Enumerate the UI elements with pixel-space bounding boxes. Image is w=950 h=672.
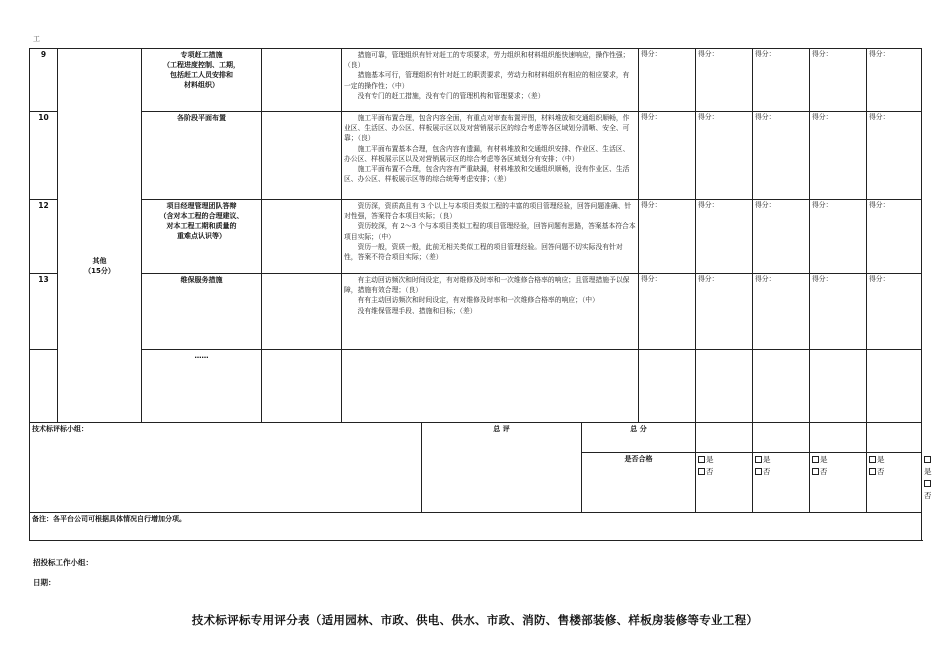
score-cell[interactable] [696,274,753,350]
score-label: 得分： [698,50,719,58]
score-cell[interactable] [867,274,922,350]
score-label: 得分： [869,113,890,121]
criteria-text: 措施基本可行，管理组织有针对赶工的职责要求，劳动力和材料组织有相应的相应要求，有一定的操作性；（中） [344,71,630,90]
row-number: 13 [30,274,58,350]
item-name-line: 专项赶工措施 [180,51,223,59]
yes-label: 是 [763,455,771,464]
row-number: 12 [30,200,58,274]
score-cell[interactable] [753,350,810,423]
total-score-cell[interactable] [867,423,922,453]
score-cell[interactable] [810,112,867,200]
checkbox-icon[interactable] [698,468,705,475]
item-name-line: 维保服务措施 [180,276,223,284]
score-cell[interactable] [753,112,810,200]
criteria-cell [342,274,639,350]
tech-group-label: 技术标评标小组： [32,425,88,433]
date-label: 日期： [33,578,56,587]
score-cell[interactable] [810,200,867,274]
checkbox-icon[interactable] [812,468,819,475]
criteria-text: 有主动回访频次和时间设定，有对维修及时率和一次维修合格率的响应；且管理措施予以保障，措施有效合理；（良） [344,276,630,295]
table-row [30,112,922,200]
score-label: 得分： [641,201,662,209]
score-cell[interactable] [696,49,753,112]
checkbox-icon[interactable] [924,480,931,487]
criteria-text: 资历一般，资质一般，此前无相关类似工程的项目管理经验。回答问题不切实际没有针对性，答案不符合项目实际；（差） [344,242,623,261]
criteria-text: 没有专门的赶工措施，没有专门的管理机构和管理要求；（差） [357,91,545,100]
item-name-line: 包括赶工人员安排和 [170,71,233,80]
item-name-line: （含对本工程的合理建议、 [159,212,244,221]
criteria-text: 施工平面布置不合理，包含内容有严重缺漏，材料堆放和交通组织顺畅，没有作业区、生活区、办公区、样板展示区等的综合统筹考虑安排；（差） [344,164,630,184]
weight-cell [262,200,342,274]
item-name-line: 项目经理管理团队答辩 [166,202,237,210]
table-row [30,350,922,423]
score-label: 得分： [812,50,833,58]
score-label: 得分： [755,201,776,209]
no-label: 否 [706,467,714,476]
item-name [142,112,262,200]
score-cell[interactable] [696,350,753,423]
score-label: 得分： [812,113,833,121]
row-number: 9 [30,49,58,112]
pass-yes-option[interactable] [812,454,864,466]
pass-no-option[interactable] [755,466,807,478]
criteria-text: 施工平面布置合理，包含内容全面，有重点对审查布置评图，材料堆放和交通组织顺畅，作业区、生活区、办公区、样板展示区以及对营销展示区的综合考虑等各区域划分清晰、安全、可靠；（良） [344,114,630,143]
row-number: 10 [30,112,58,200]
score-cell[interactable] [867,350,922,423]
no-label: 否 [820,467,828,476]
score-label: 得分： [869,275,890,283]
score-cell[interactable] [867,200,922,274]
pass-yes-option[interactable] [755,454,807,466]
criteria-cell [342,350,639,423]
checkbox-icon[interactable] [812,456,819,463]
checkbox-icon[interactable] [755,456,762,463]
score-cell[interactable] [696,112,753,200]
category-points: （15分） [84,267,115,276]
criteria-text: 没有维保管理手段、措施和目标；（差） [357,306,477,315]
item-name [142,49,262,112]
checkbox-icon[interactable] [869,456,876,463]
criteria-text: 施工平面布置基本合理，包含内容有遗漏，有材料堆放和交通组织安排、作业区、生活区、办公区、样板展示区以及对营销展示区的综合考虑等各区域划分有安排；（中） [344,144,630,163]
score-label: 得分： [812,275,833,283]
bidding-group-label: 招投标工作小组： [33,558,93,567]
table-row [30,49,922,112]
note-cell [30,513,922,541]
no-label: 否 [877,467,885,476]
pass-yes-option[interactable] [698,454,750,466]
item-name-line: 重难点认识等） [177,232,226,241]
tech-group-cell [30,423,422,513]
checkbox-icon[interactable] [755,468,762,475]
item-name-line: 各阶段平面布置 [177,114,226,122]
checkbox-icon[interactable] [924,456,931,463]
score-cell[interactable] [753,274,810,350]
table-row [30,274,922,350]
pass-options [696,453,753,513]
table-row [30,200,922,274]
corner-mark: 工 [33,35,40,43]
score-label: 得分： [869,201,890,209]
ellipsis-text: …… [194,352,209,360]
score-cell[interactable] [639,49,696,112]
pass-no-option[interactable] [812,466,864,478]
score-cell[interactable] [639,200,696,274]
yes-label: 是 [820,455,828,464]
score-label: 得分： [698,113,719,121]
total-label: 总 分 [582,423,696,453]
pass-options [810,453,867,513]
score-label: 得分： [641,50,662,58]
score-label: 得分： [698,201,719,209]
yes-label: 是 [706,455,714,464]
score-label: 得分： [755,275,776,283]
score-label: 得分： [812,201,833,209]
row-number [30,350,58,423]
summary-row [30,423,922,453]
score-label: 得分： [755,113,776,121]
yes-label: 是 [924,467,932,476]
note-row [30,513,922,541]
total-score-cell[interactable] [753,423,810,453]
weight-cell [262,49,342,112]
criteria-cell [342,112,639,200]
score-cell[interactable] [867,112,922,200]
scoring-table [29,48,932,541]
pass-no-option[interactable] [698,466,750,478]
weight-cell [262,350,342,423]
score-cell[interactable] [639,350,696,423]
checkbox-icon[interactable] [869,468,876,475]
score-cell[interactable] [810,274,867,350]
note-text: 备注：各平台公司可根据具体情况自行增加分项。 [32,515,186,523]
yes-label: 是 [877,455,885,464]
pass-options [753,453,810,513]
page-title: 技术标评标专用评分表（适用园林、市政、供电、供水、市政、消防、售楼部装修、样板房装修等专业工程） [191,613,759,627]
weight-cell [262,112,342,200]
item-name-line: 材料组织） [184,81,219,90]
score-cell[interactable] [639,112,696,200]
item-name-line: 对本工程工期和质量的 [166,222,237,231]
score-label: 得分： [641,113,662,121]
criteria-text: 资历较深，有 2～3 个与本项目类似工程的项目管理经验，回答问题有思路，答案基本符合本项目实际；（中） [344,222,636,241]
pass-options [867,453,922,513]
criteria-text: 资历深，资质高且有 3 个以上与本项目类似工程的丰富的项目管理经验，回答问题准确、针对性强，答案符合本项目实际；（良） [344,202,632,221]
pass-yes-option[interactable] [869,454,919,466]
item-name [142,200,262,274]
category-cell [58,49,142,423]
score-cell[interactable] [639,274,696,350]
score-cell[interactable] [696,200,753,274]
weight-cell [262,274,342,350]
pass-no-option[interactable] [869,466,919,478]
score-label: 得分： [641,275,662,283]
score-label: 得分： [698,275,719,283]
checkbox-icon[interactable] [698,456,705,463]
no-label: 否 [924,491,932,500]
item-name-line: （工程进度控制、工期， [163,61,240,70]
item-name [142,274,262,350]
pass-label: 是否合格 [582,453,696,513]
item-name [142,350,262,423]
score-cell[interactable] [810,350,867,423]
score-cell[interactable] [753,49,810,112]
score-label: 得分： [755,50,776,58]
criteria-text: 有有主动回访频次和时间设定，有对维修及时率和一次维修合格率的响应；（中） [357,296,599,305]
score-cell[interactable] [867,49,922,112]
score-cell[interactable] [810,49,867,112]
criteria-cell [342,200,639,274]
criteria-cell [342,49,639,112]
score-cell[interactable] [753,200,810,274]
total-score-cell[interactable] [696,423,753,453]
no-label: 否 [763,467,771,476]
category-name: 其他 [92,257,107,265]
criteria-text: 措施可靠，管理组织有针对赶工的专项要求，劳力组织和材料组织能快速响应，操作性强；（良） [344,51,630,70]
total-score-cell[interactable] [810,423,867,453]
overall-cell [422,423,582,513]
score-label: 得分： [869,50,890,58]
overall-label: 总 评 [493,425,510,433]
